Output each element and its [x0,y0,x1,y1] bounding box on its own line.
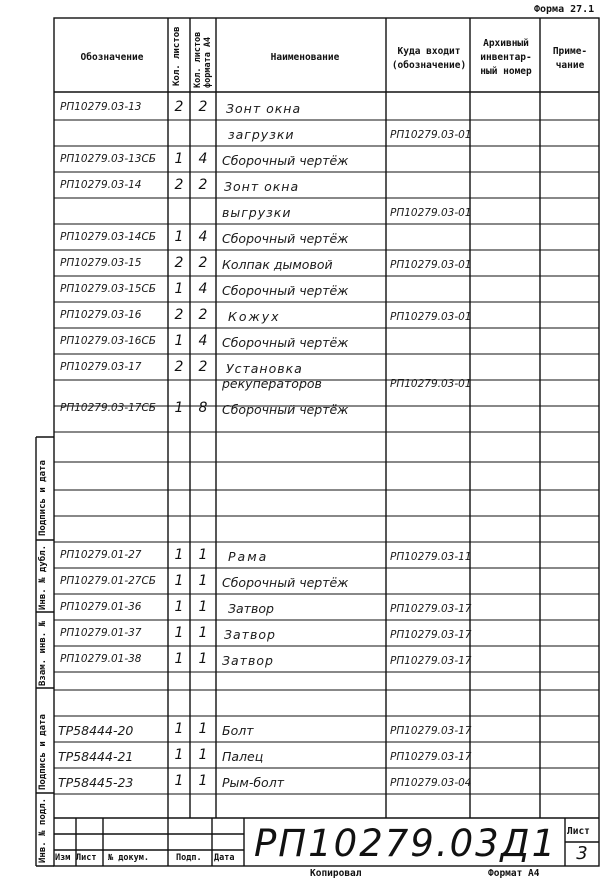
row-a4: 4 [198,333,208,349]
row-a4: 1 [198,773,208,789]
row-where: РП10279.03-17 [390,629,472,641]
row-a4: 2 [198,99,208,115]
row-designation: РП10279.01-27 [60,549,142,561]
row-name: выгрузки [222,205,292,220]
row-name: Зонт окна [226,101,302,116]
row-a4: 2 [198,359,208,375]
row-designation: РП10279.03-14 [60,179,142,191]
row-a4: 1 [198,747,208,763]
row-where: РП10279.03-01 [390,207,472,219]
row-name: Затвор [224,627,276,642]
header-where-line1: Куда входит [397,46,461,57]
row-a4: 1 [198,573,208,589]
row-name: рекуператоров [222,376,322,391]
header-note-line2: чание [555,60,585,71]
row-a4: 4 [198,229,208,245]
side-label-sign-date-2: Подпись и дата [38,714,48,790]
row-name: Болт [222,723,254,738]
row-sheets: 2 [174,359,184,375]
row-sheets: 1 [174,281,184,297]
row-where: РП10279.03-11 [390,551,472,563]
row-designation: РП10279.03-15 [60,257,142,269]
row-designation: ТР58444-20 [58,723,134,738]
row-sheets: 1 [174,599,184,615]
row-name: Кожух [228,309,281,324]
header-archive-line1: Архивный [483,38,529,49]
row-where: РП10279.03-04 [390,777,472,789]
row-sheets: 1 [174,151,184,167]
row-name: Сборочный чертёж [222,231,349,246]
side-label-orig-inv: Инв. № подл. [38,797,48,863]
header-note-line1: Приме- [552,46,588,57]
row-lines [54,120,599,794]
row-where: РП10279.03-01 [390,311,472,323]
row-name: Сборочный чертёж [222,402,349,417]
header-archive-line3: ный номер [480,66,532,77]
row-a4: 1 [198,651,208,667]
row-name: Рама [228,549,269,564]
row-where: РП10279.03-17 [390,655,472,667]
row-sheets: 2 [174,99,184,115]
side-label-replace-inv: Взам. инв. № [38,620,48,686]
row-name: Сборочный чертёж [222,283,349,298]
row-sheets: 1 [174,333,184,349]
side-label-dup-inv: Инв. № дубл. [38,544,48,610]
row-name: Сборочный чертёж [222,153,349,168]
row-designation: ТР58444-21 [58,749,134,764]
header-sheet-count: Кол. листов [172,26,182,86]
header-archive-line2: инвентар- [480,52,532,63]
row-name: Сборочный чертёж [222,335,349,350]
row-name: Затвор [222,653,274,668]
row-sheets: 2 [174,307,184,323]
row-name: Колпак дымовой [222,257,333,272]
row-where: РП10279.03-01 [390,129,472,141]
document-code: РП10279.03Д1 [254,822,558,865]
row-designation: РП10279.01-37 [60,627,142,639]
header-designation: Обозначение [80,52,144,63]
row-sheets: 1 [174,547,184,563]
row-sheets: 2 [174,177,184,193]
row-a4: 2 [198,177,208,193]
row-sheets: 1 [174,721,184,737]
row-name: Рым-болт [222,775,284,790]
row-where: РП10279.03-17 [390,751,472,763]
row-designation: РП10279.03-13 [60,101,142,113]
row-a4: 2 [198,307,208,323]
form-label: Форма 27.1 [534,4,595,15]
row-name: Установка [226,361,303,376]
row-name: Сборочный чертёж [222,575,349,590]
title-col-list: Лист [76,853,97,863]
row-where: РП10279.03-17 [390,725,472,737]
row-a4: 1 [198,721,208,737]
header-name: Наименование [270,52,340,63]
row-a4: 4 [198,281,208,297]
row-designation: РП10279.03-16 [60,309,142,321]
header-where-line2: (обозначение) [391,60,467,71]
row-a4: 8 [198,400,208,416]
title-col-sign: Подп. [176,853,202,863]
sheet-number: 3 [576,843,588,864]
row-designation: РП10279.03-15СБ [60,283,157,295]
row-designation: РП10279.03-17 [60,361,142,373]
row-name: загрузки [228,127,295,142]
row-designation: ТР58445-23 [58,775,134,790]
title-col-doc: № докум. [108,853,149,863]
row-a4: 2 [198,255,208,271]
row-sheets: 1 [174,651,184,667]
row-sheets: 1 [174,229,184,245]
row-name: Палец [222,749,264,764]
row-sheets: 1 [174,625,184,641]
row-designation: РП10279.01-38 [60,653,142,665]
title-col-izm: Изм [55,853,71,863]
row-sheets: 1 [174,400,184,416]
row-sheets: 2 [174,255,184,271]
row-designation: РП10279.01-27СБ [60,575,157,587]
row-designation: РП10279.03-17СБ [60,402,157,414]
row-a4: 1 [198,547,208,563]
row-where: РП10279.03-01 [390,378,472,390]
footer-format: Формат А4 [488,868,540,879]
row-sheets: 1 [174,747,184,763]
row-designation: РП10279.03-14СБ [60,231,157,243]
side-label-sign-date: Подпись и дата [38,460,48,536]
row-designation: РП10279.03-13СБ [60,153,157,165]
row-a4: 4 [198,151,208,167]
footer-copied: Копировал [310,868,362,879]
row-a4: 1 [198,625,208,641]
row-sheets: 1 [174,773,184,789]
row-sheets: 1 [174,573,184,589]
row-a4: 1 [198,599,208,615]
row-where: РП10279.03-17 [390,603,472,615]
row-designation: РП10279.03-16СБ [60,335,157,347]
header-a4-format: Кол. листов формата А4 [193,31,213,88]
row-name: Зонт окна [224,179,300,194]
sheet-label: Лист [567,826,590,837]
title-col-date: Дата [214,853,235,863]
row-name: Затвор [228,601,274,616]
row-designation: РП10279.01-36 [60,601,142,613]
row-where: РП10279.03-01 [390,259,472,271]
